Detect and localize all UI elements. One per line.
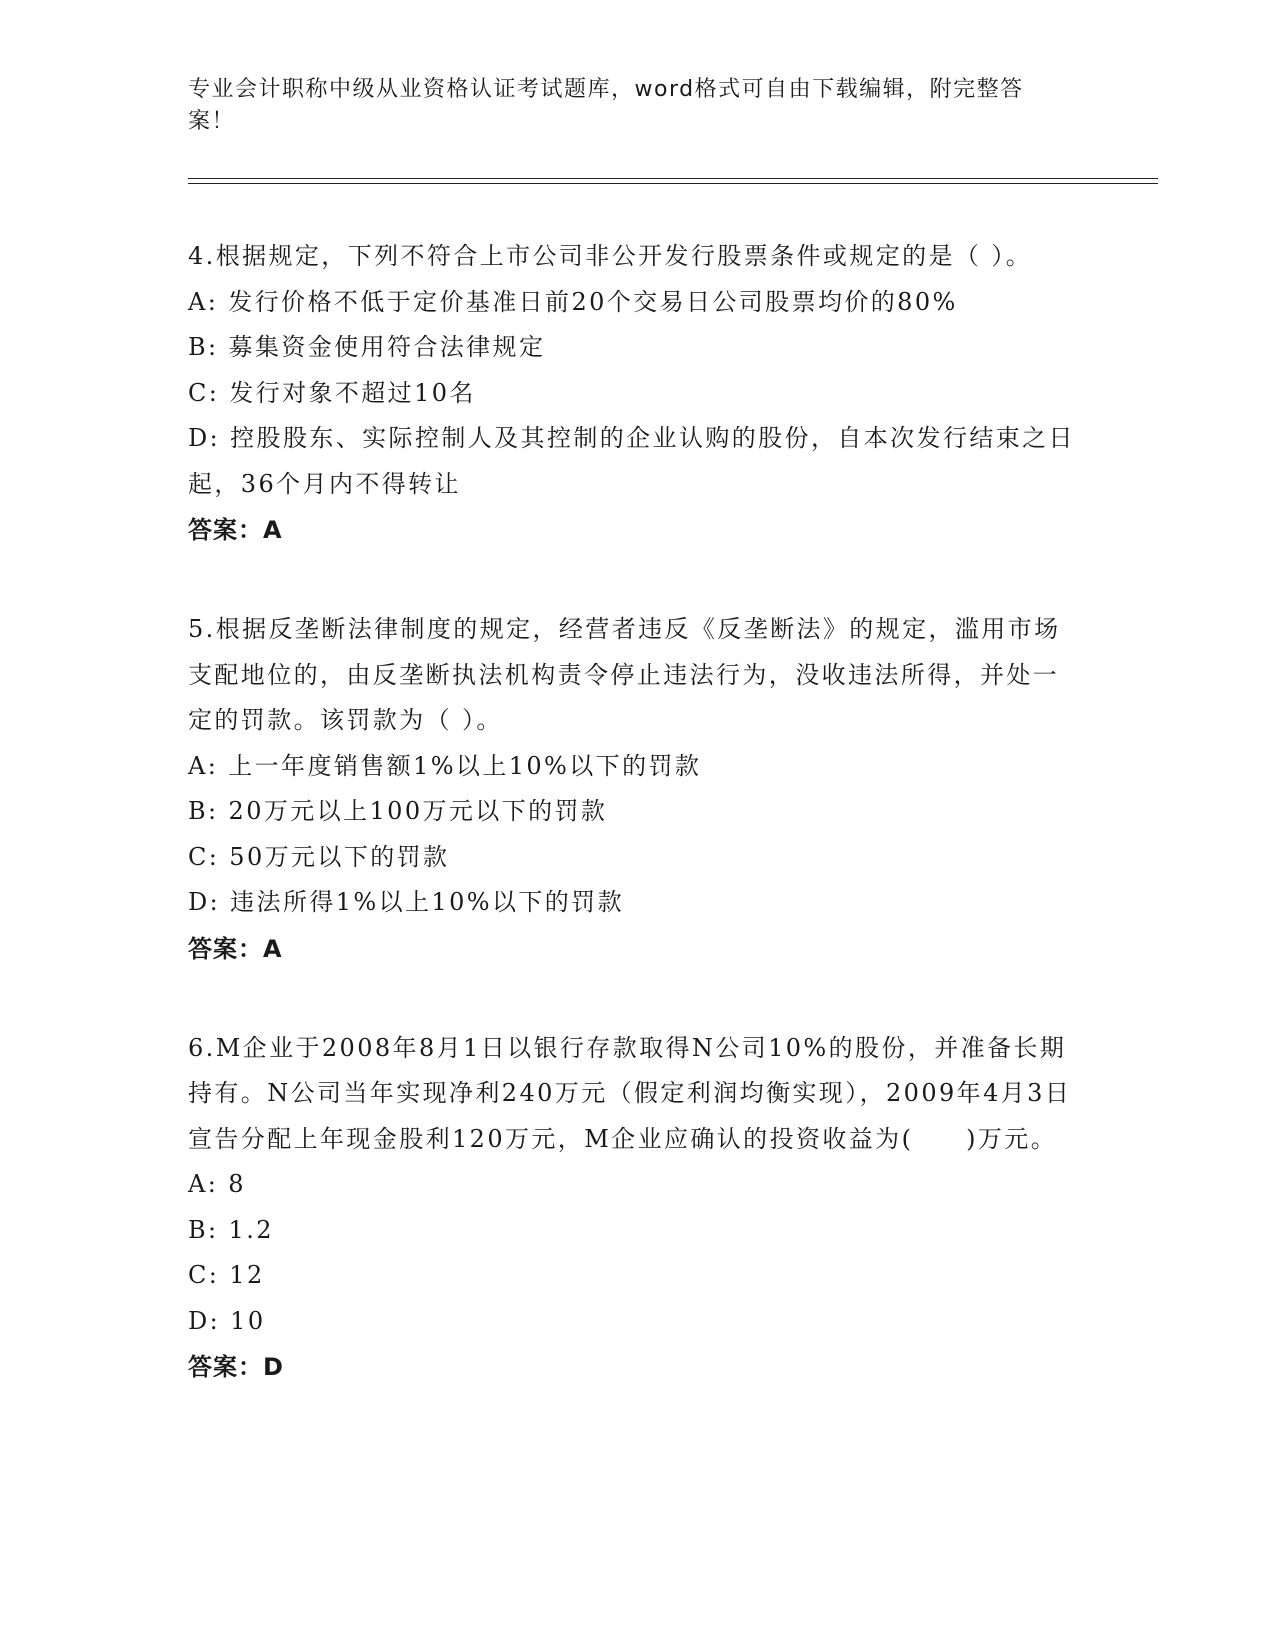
question-text: 5.根据反垄断法律制度的规定，经营者违反《反垄断法》的规定，滥用市场支配地位的，由反垄断执法机构责令停止违法行为，没收违法所得，并处一定的罚款。该罚款为（ ）。	[188, 615, 1061, 734]
question-5	[188, 607, 1078, 972]
option-a: A: 8	[188, 1170, 246, 1198]
option-c: C: 发行对象不超过10名	[188, 378, 476, 407]
answer-label: 答案：D	[188, 1353, 284, 1381]
option-c: C: 12	[188, 1261, 265, 1289]
option-d: D: 违法所得1%以上10%以下的罚款	[188, 888, 624, 916]
option-d: D: 10	[188, 1306, 266, 1335]
header-divider-top	[188, 178, 1158, 179]
question-6	[188, 1026, 1078, 1391]
page-header-text: 专业会计职称中级从业资格认证考试题库，word格式可自由下载编辑，附完整答案！	[188, 77, 1024, 134]
option-a: A: 发行价格不低于定价基准日前20个交易日公司股票均价的80%	[188, 287, 958, 316]
answer-label: 答案：A	[188, 934, 283, 963]
question-list	[188, 234, 1078, 1444]
option-a: A: 上一年度销售额1%以上10%以下的罚款	[188, 751, 702, 780]
question-text: 4.根据规定，下列不符合上市公司非公开发行股票条件或规定的是（ ）。	[188, 242, 1033, 270]
header-divider-bottom	[188, 183, 1158, 184]
question-4	[188, 234, 1078, 553]
option-c: C: 50万元以下的罚款	[188, 842, 450, 871]
option-d: D: 控股股东、实际控制人及其控制的企业认购的股份，自本次发行结束之日起，36个月内不得转让	[188, 424, 1075, 498]
answer-label: 答案：A	[188, 516, 283, 544]
option-b: B: 募集资金使用符合法律规定	[188, 333, 546, 361]
option-b: B: 20万元以上100万元以下的罚款	[188, 797, 608, 825]
question-text: 6.M企业于2008年8月1日以银行存款取得N公司10%的股份，并准备长期持有。N公司当年实现净利240万元（假定利润均衡实现），2009年4月3日宣告分配上年现金股利120万元，M企业应确认的投资收益为( )万元。	[188, 1033, 1072, 1153]
option-b: B: 1.2	[188, 1215, 274, 1244]
